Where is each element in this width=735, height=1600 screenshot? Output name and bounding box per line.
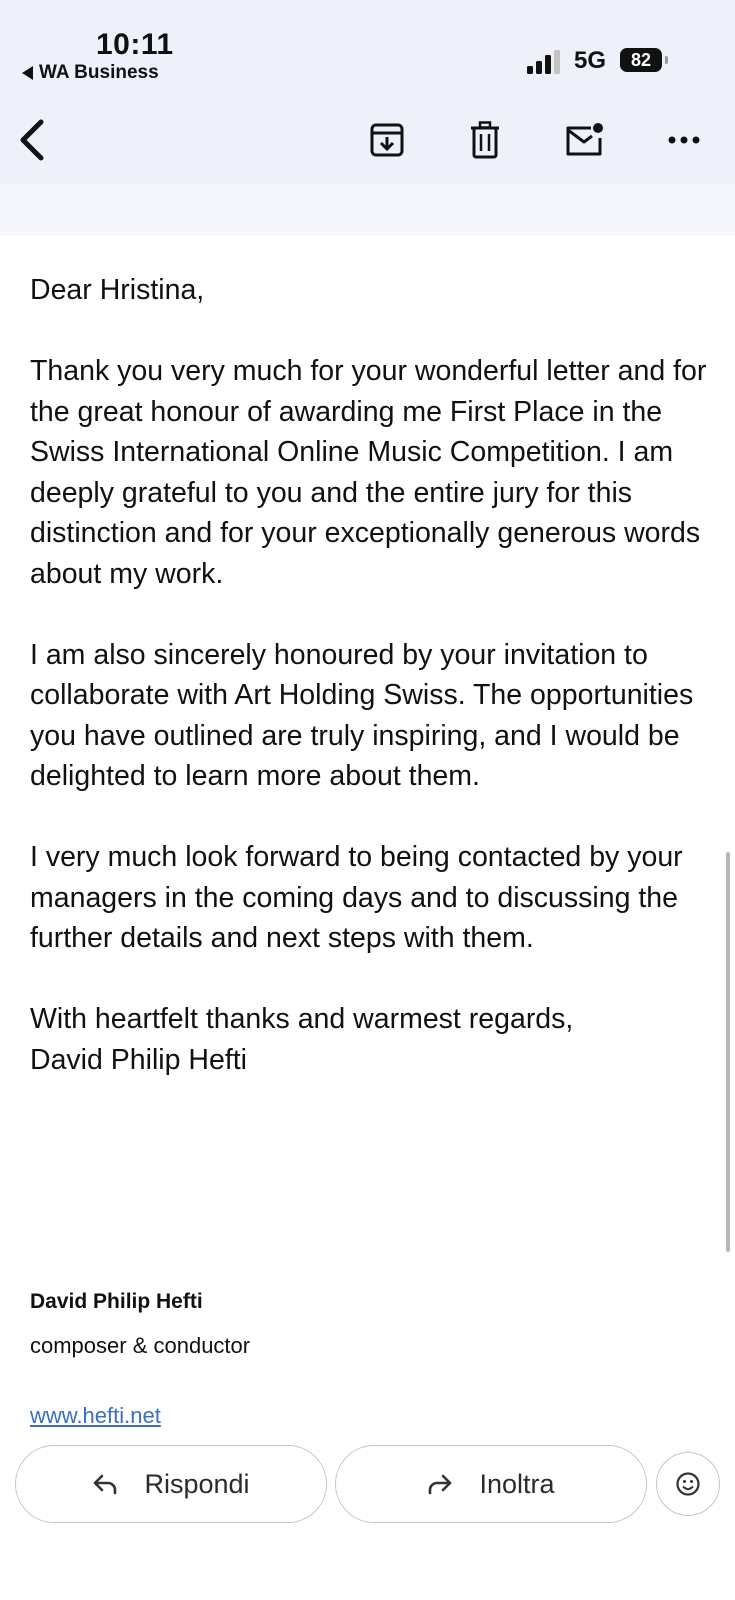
forward-icon (427, 1473, 453, 1495)
emoji-reaction-button[interactable] (656, 1452, 720, 1516)
reply-button[interactable] (15, 1445, 327, 1523)
signal-icon (527, 50, 563, 74)
email-body (30, 270, 710, 1080)
scrollbar[interactable] (726, 852, 730, 1252)
archive-icon (369, 122, 405, 158)
signature-website-link[interactable]: www.hefti.net (30, 1403, 161, 1428)
more-icon (667, 135, 701, 145)
back-app-label: WA Business (39, 62, 159, 83)
network-type: 5G (574, 47, 607, 74)
back-to-app-link[interactable] (22, 62, 159, 84)
status-time: 10:11 (96, 28, 174, 61)
email-closing: With heartfelt thanks and warmest regards, (30, 1003, 574, 1035)
header-band (0, 184, 735, 236)
smiley-icon (675, 1471, 701, 1497)
battery-nub (665, 56, 668, 64)
back-button[interactable] (10, 118, 54, 162)
forward-button[interactable] (335, 1445, 647, 1523)
chevron-left-icon (17, 118, 47, 162)
reply-label: Rispondi (144, 1468, 250, 1499)
email-closing-name: David Philip Hefti (30, 1043, 248, 1076)
email-paragraph: I very much look forward to being contacted by your managers in the coming days and to discussing the further details and next steps with them. (30, 841, 683, 954)
mark-unread-button[interactable] (562, 118, 606, 162)
forward-label: Inoltra (479, 1468, 555, 1499)
back-triangle-icon (22, 66, 33, 80)
archive-button[interactable] (365, 118, 409, 162)
trash-icon (469, 121, 501, 159)
signature-name: David Philip Hefti (30, 1290, 203, 1313)
delete-button[interactable] (463, 118, 507, 162)
mark-unread-icon (564, 122, 604, 158)
signature-role: composer & conductor (30, 1333, 251, 1358)
email-paragraph: Thank you very much for your wonderful letter and for the great honour of awarding me First Place in the Swiss International Online Music Competition. I am deeply grateful to you and the entire jury for this distinction and for your exceptionally generous words about my work. (30, 355, 707, 590)
email-paragraph: Dear Hristina, (30, 274, 205, 306)
battery-indicator: 82 (620, 48, 662, 72)
reply-icon (92, 1473, 118, 1495)
more-button[interactable] (662, 118, 706, 162)
email-paragraph: I am also sincerely honoured by your invitation to collaborate with Art Holding Swiss. The opportunities you have outlined are truly inspiring, and I would be delighted to learn more about them. (30, 638, 694, 792)
